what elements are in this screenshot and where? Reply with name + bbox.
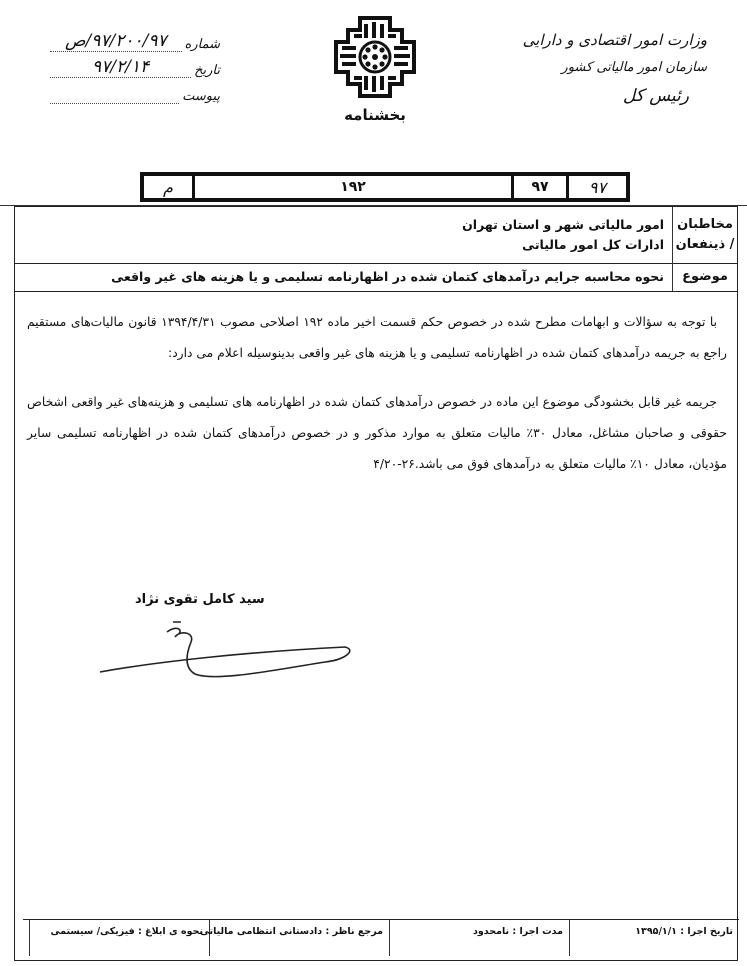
strip-year: ۹۷ — [514, 176, 566, 198]
body-paragraph: جریمه غیر قابل بخشودگی موضوع این ماده در خصوص درآمدهای کتمان شده در اظهارنامه های تسلیمی و هزینه‌های غیر واقعی اشخاص حقوقی و صاحبان مشاغل، معادل ۳۰٪ مالیات متعلق به موارد مذکور و در خصوص درآمدهای کتمان شده در اظهارنامه تسلیمی سایر مؤدیان، معادل ۱۰٪ مالیات متعلق به درآمدهای فوق می باشد.۲۶-۴/۲۰ — [27, 395, 727, 471]
recipient-item: امور مالیاتی شهر و استان تهران — [462, 217, 664, 232]
notification-method: نحوه ی ابلاغ : فیزیکی/ سیستمی — [29, 920, 209, 956]
number-label: شماره — [184, 37, 220, 52]
strip-suffix: م — [144, 176, 192, 198]
circular-number-strip — [140, 172, 630, 202]
attachment-line — [50, 78, 220, 104]
supervisory-reference: مرجع ناظر : دادستانی انتظامی مالیاتی — [209, 920, 389, 956]
execution-date: تاریخ اجرا : ۱۳۹۵/۱/۱ — [569, 920, 739, 956]
recipients-list — [15, 207, 672, 263]
logo-caption: بخشنامه — [344, 106, 406, 124]
date-value: ۹۷/۲/۱۴ — [50, 57, 191, 78]
recipients-label: مخاطبان / ذینفعان — [672, 207, 737, 263]
tax-organization-logo — [332, 14, 418, 124]
issuer-block — [507, 26, 707, 110]
emblem-icon — [332, 14, 418, 100]
ministry-name: وزارت امور اقتصادی و دارایی — [522, 31, 707, 49]
footer-table — [23, 919, 739, 956]
chief-title: رئیس کل — [622, 86, 689, 106]
letter-number-line — [50, 26, 220, 52]
attachment-label: پیوست — [182, 89, 220, 104]
date-label: تاریخ — [194, 63, 220, 78]
letter-date-line — [50, 52, 220, 78]
recipient-item: ادارات کل امور مالیاتی — [522, 237, 664, 252]
subject-text: نحوه محاسبه جرایم درآمدهای کتمان شده در اظهارنامه تسلیمی و یا هزینه های غیر واقعی — [111, 269, 664, 284]
number-value: ۹۷/۲۰۰/۹۷/ص — [50, 31, 182, 52]
execution-duration: مدت اجرا : نامحدود — [389, 920, 569, 956]
circular-form — [14, 206, 738, 961]
attachment-value — [50, 103, 179, 104]
handwritten-signature-icon — [95, 612, 355, 682]
recipients-row — [15, 207, 737, 264]
circular-body — [15, 307, 737, 498]
subject-row — [15, 263, 737, 292]
letter-meta — [50, 26, 220, 104]
signatory-name: سید کامل تقوی نژاد — [135, 592, 265, 607]
strip-year-handwritten: ۹۷ — [569, 176, 626, 198]
subject-label: موضوع — [672, 263, 737, 291]
signature-block — [95, 592, 355, 682]
strip-number: ۱۹۲ — [195, 176, 511, 198]
footer-blank-cell — [23, 920, 29, 956]
organization-name: سازمان امور مالیاتی کشور — [561, 60, 707, 75]
body-paragraph: با توجه به سؤالات و ابهامات مطرح شده در خصوص حکم قسمت اخیر ماده ۱۹۲ اصلاحی مصوب ۱۳۹۴/۴/۳۱ قانون مالیات‌های مستقیم راجع به جریمه درآمدهای کتمان شده در اظهارنامه تسلیمی و یا هزینه های غیر واقعی بدینوسیله اعلام می دارد: — [27, 315, 727, 360]
